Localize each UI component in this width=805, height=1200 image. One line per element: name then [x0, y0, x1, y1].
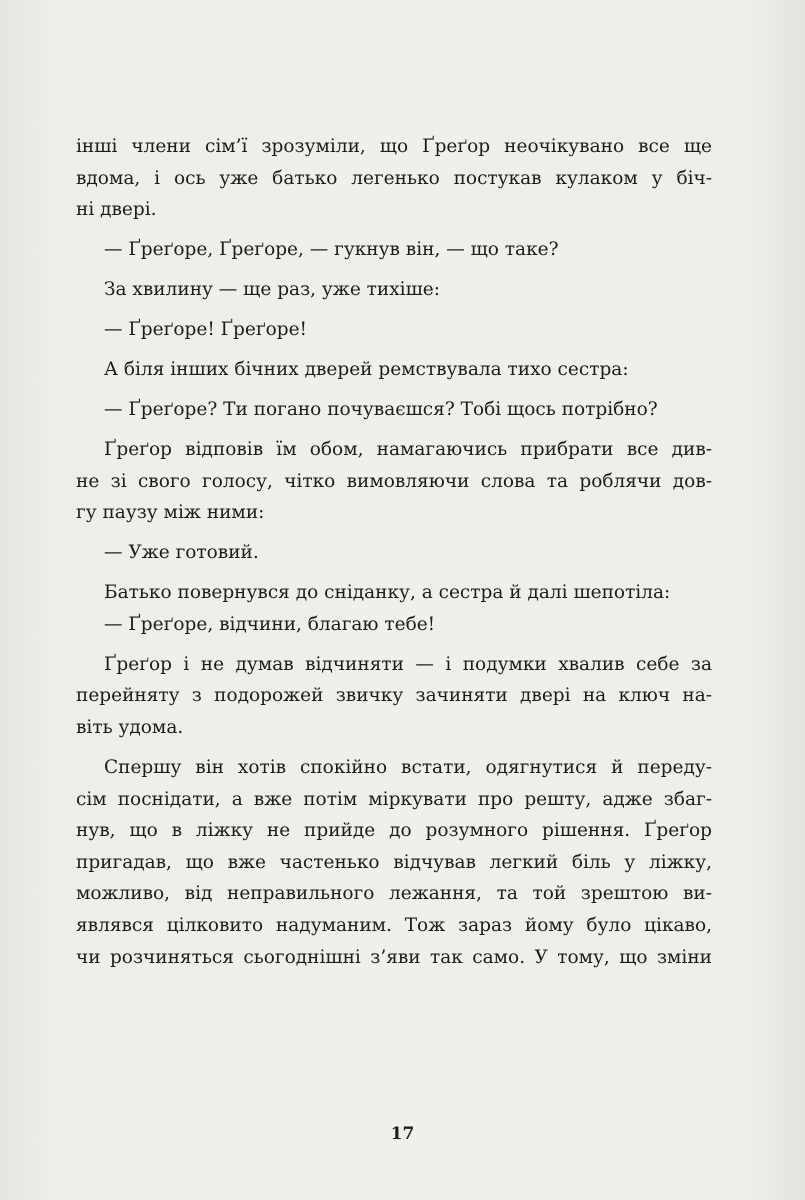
- text-line: віть удома.: [76, 717, 184, 739]
- text-line: За хвилину — ще раз, уже тихіше:: [104, 279, 440, 301]
- text-line: А біля інших бічних дверей ремствувала тихо сестра:: [104, 359, 629, 381]
- text-line: нув, що в ліжку не прийде до розумного рішення. Ґреґор: [76, 820, 712, 842]
- text-line: інші члени сім’ї зрозуміли, що Ґреґор неочікувано все ще: [76, 136, 712, 157]
- body-text: [76, 131, 712, 973]
- text-line: — Ґреґоре, Ґреґоре, — гукнув він, — що таке?: [104, 239, 559, 261]
- text-line: можливо, від неправильного лежання, та той зрештою ви-: [76, 883, 712, 905]
- text-line: перейняту з подорожей звичку зачиняти двері на ключ на-: [76, 685, 712, 707]
- text-line: — Ґреґоре! Ґреґоре!: [104, 319, 307, 341]
- page-number: 17: [390, 1124, 415, 1144]
- text-line: вдома, і ось уже батько легенько постукав кулаком у біч-: [76, 167, 712, 189]
- text-line: Спершу він хотів спокійно встати, одягнутися й переду-: [104, 757, 712, 778]
- text-line: являвся цілковито надуманим. Тож зараз йому було цікаво,: [76, 914, 712, 936]
- text-line: Ґреґор відповів їм обом, намагаючись прибрати все див-: [104, 439, 712, 461]
- text-line: — Ґреґоре? Ти погано почуваєшся? Тобі щось потрібно?: [104, 399, 658, 421]
- text-line: не зі свого голосу, чітко вимовляючи слова та роблячи дов-: [76, 470, 712, 492]
- text-line: гу паузу між ними:: [76, 502, 265, 524]
- text-line: пригадав, що вже частенько відчував легкий біль у ліжку,: [76, 851, 712, 873]
- text-line: Батько повернувся до сніданку, а сестра й далі шепотіла:: [104, 582, 671, 604]
- text-line: сім поснідати, а вже потім міркувати про решту, адже збаг-: [76, 788, 712, 810]
- text-line: ні двері.: [76, 199, 157, 221]
- text-line: — Ґреґоре, відчини, благаю тебе!: [104, 613, 436, 635]
- text-line: — Уже готовий.: [104, 542, 259, 564]
- text-line: Ґреґор і не думав відчиняти — і подумки хвалив себе за: [104, 653, 712, 675]
- text-line: чи розчиняться сьогоднішні з’яви так само. У тому, що зміни: [76, 946, 712, 968]
